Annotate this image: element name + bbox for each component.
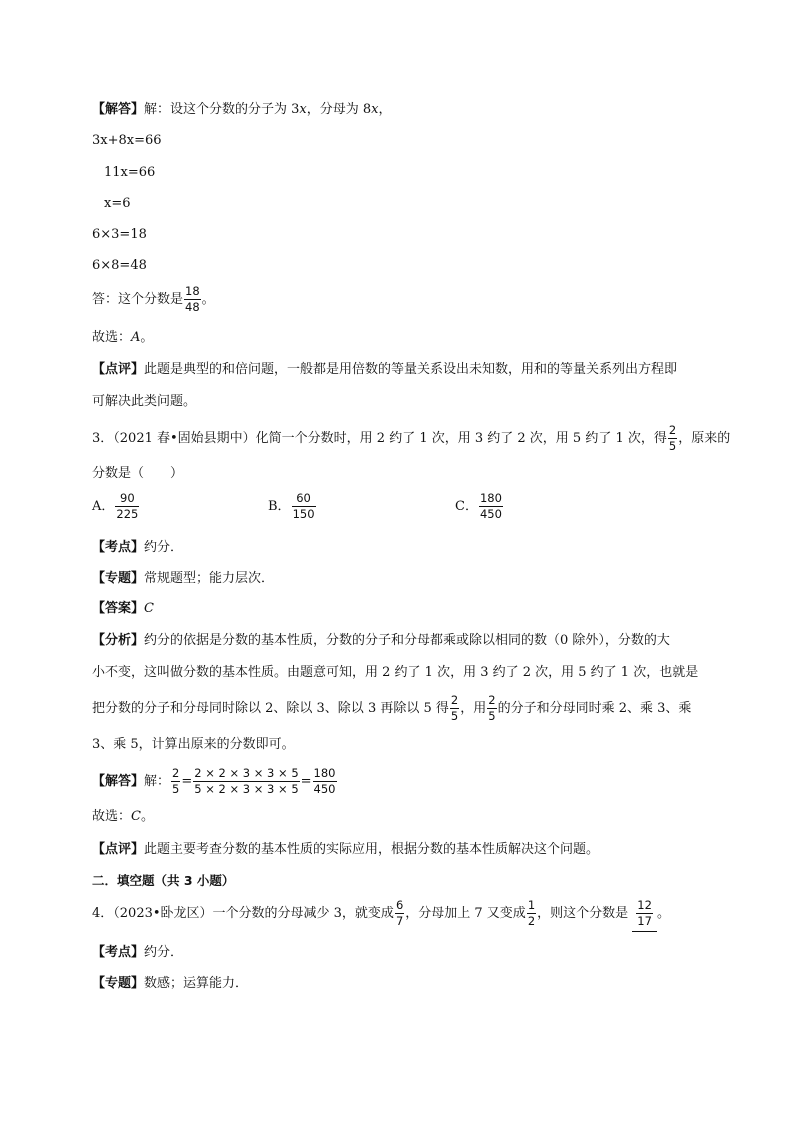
- fraction-numerator: 180: [313, 766, 336, 780]
- equation-line: [92, 258, 147, 274]
- fenxi-fraction: [450, 694, 459, 723]
- fraction-denominator: 5 × 2 × 3 × 3 × 5: [194, 782, 299, 796]
- fraction-numerator: 180: [479, 491, 502, 505]
- kaodian-text: 约分．: [144, 540, 184, 555]
- fraction-numerator: 2: [450, 693, 459, 707]
- comment-text: 此题是典型的和倍问题，一般都是用倍数的等量关系设出未知数，用和的等量关系列出方程即: [144, 362, 678, 377]
- zhuanti-tag: 【专题】: [92, 976, 145, 991]
- fraction-denominator: 48: [185, 300, 200, 314]
- option-label: C．: [455, 499, 478, 514]
- choose-label: 故选：: [92, 809, 132, 824]
- fraction-numerator: 12: [637, 898, 652, 912]
- question-stem-end: 。: [656, 906, 670, 921]
- equation-line: [92, 227, 147, 243]
- solution-text: 解：设这个分数的分子为 3: [144, 102, 300, 117]
- stem-fraction: [527, 899, 536, 928]
- fraction-denominator: 450: [479, 507, 502, 521]
- equation-4: 6×3=18: [92, 227, 147, 242]
- solution-text: 解：: [144, 774, 171, 789]
- fenxi-line: [92, 693, 691, 725]
- fraction-numerator: 2: [172, 766, 180, 780]
- solution-tag: 【解答】: [92, 774, 145, 789]
- fraction-denominator: 5: [668, 439, 677, 453]
- calc-right-fraction: [313, 767, 337, 796]
- zhuanti-text: 常规题型；能力层次．: [144, 571, 275, 586]
- kaodian-tag: 【考点】: [92, 945, 145, 960]
- fenxi-line: [92, 633, 670, 649]
- solution-text-mid: ，分母为 8: [306, 102, 372, 117]
- calc-line: [92, 765, 338, 799]
- fraction-denominator: 5: [488, 709, 496, 723]
- question-stem: 3．（2021 春•固始县期中）化简一个分数时，用 2 约了 1 次，用 3 约了 2 次，用 5 约了 1 次，得: [92, 431, 667, 446]
- variable-x: x: [299, 102, 307, 117]
- fraction-numerator: 6: [395, 898, 404, 912]
- fenxi-text: ，用: [460, 701, 487, 716]
- fenxi-text: 把分数的分子和分母同时除以 2、除以 3、除以 3 再除以 5 得: [92, 701, 449, 716]
- stem-fraction: [395, 899, 404, 928]
- fenxi-tag: 【分析】: [92, 633, 145, 648]
- choose-end: 。: [140, 330, 154, 345]
- comment-line: [92, 362, 677, 378]
- fraction-numerator: 90: [115, 492, 139, 507]
- option-fraction: [292, 492, 316, 521]
- zhuanti-line: [92, 571, 274, 587]
- choose-letter: C: [131, 809, 141, 824]
- kaodian-line: [92, 540, 183, 556]
- kaodian-tag: 【考点】: [92, 540, 145, 555]
- option-fraction: [479, 492, 503, 521]
- question-stem: 分数是（ ）: [92, 466, 184, 481]
- equation-2: 11x=66: [104, 165, 156, 180]
- equals-sign: =: [300, 774, 312, 789]
- answer-suffix: 。: [201, 292, 215, 307]
- option-a: [92, 492, 140, 521]
- zhuanti-text: 数感；运算能力．: [144, 976, 249, 991]
- fenxi-text: 3、乘 5，计算出原来的分数即可。: [92, 737, 295, 752]
- choose-line: [92, 330, 153, 346]
- answer-blank: [632, 897, 657, 932]
- fraction-numerator: 18: [185, 284, 200, 298]
- option-b: [268, 492, 317, 521]
- section-title: 二．填空题（共 3 小题）: [92, 873, 235, 888]
- q2-solution-line: [92, 102, 392, 118]
- kaodian-line: [92, 945, 183, 961]
- equals-sign: =: [181, 774, 193, 789]
- daan-text: C: [144, 601, 154, 616]
- fraction-denominator: 5: [450, 709, 459, 723]
- fraction-numerator: 2: [488, 693, 496, 707]
- equation-3: x=6: [104, 196, 131, 211]
- fraction-denominator: 225: [116, 507, 139, 521]
- fraction-denominator: 5: [172, 782, 180, 796]
- fenxi-line: [92, 737, 295, 753]
- fraction-denominator: 7: [395, 914, 404, 928]
- choose-label: 故选：: [92, 330, 132, 345]
- comment-tag: 【点评】: [92, 842, 145, 857]
- question-stem: 4．（2023•卧龙区）一个分数的分母减少 3，就变成: [92, 906, 394, 921]
- question-stem: ，分母加上 7 又变成: [405, 906, 526, 921]
- calc-left-fraction: [171, 767, 180, 796]
- solution-text-end: ，: [378, 102, 392, 117]
- equation-1: 3x+8x=66: [92, 133, 162, 148]
- fraction-numerator: 2: [668, 423, 677, 437]
- q3-stem-line: [92, 466, 183, 482]
- equation-line: [104, 196, 131, 212]
- calc-mid-fraction: [193, 767, 299, 796]
- fenxi-text: 的分子和分母同时乘 2、乘 3、乘: [497, 701, 692, 716]
- option-fraction: [115, 492, 139, 521]
- fraction-denominator: 2: [527, 914, 536, 928]
- equation-5: 6×8=48: [92, 258, 147, 273]
- fenxi-fraction: [487, 694, 496, 723]
- fraction-numerator: 1: [527, 898, 536, 912]
- q4-stem-line: [92, 897, 670, 932]
- comment-line: [92, 394, 196, 410]
- fraction-numerator: 60: [292, 492, 316, 507]
- option-c: [455, 492, 504, 521]
- q3-stem-line: [92, 423, 730, 455]
- fraction-denominator: 450: [313, 782, 336, 796]
- comment-text: 可解决此类问题。: [92, 394, 197, 409]
- fenxi-line: [92, 665, 698, 681]
- answer-prefix: 答：这个分数是: [92, 292, 184, 307]
- fenxi-text: 约分的依据是分数的基本性质，分数的分子和分母都乘或除以相同的数（0 除外），分数的大: [144, 633, 670, 648]
- answer-fraction: [184, 285, 201, 314]
- fraction-denominator: 17: [637, 914, 652, 928]
- answer-fraction: [636, 899, 653, 928]
- comment-tag: 【点评】: [92, 362, 145, 377]
- fenxi-text: 小不变，这叫做分数的基本性质。由题意可知，用 2 约了 1 次，用 3 约了 2 次，用 5 约了 1 次，也就是: [92, 665, 699, 680]
- daan-line: [92, 601, 154, 617]
- option-label: B．: [268, 499, 291, 514]
- fraction-denominator: 150: [292, 507, 315, 521]
- daan-tag: 【答案】: [92, 601, 145, 616]
- stem-fraction: [668, 424, 677, 453]
- equation-line: [104, 165, 155, 181]
- question-stem-end: ，原来的: [678, 431, 731, 446]
- option-label: A．: [92, 499, 115, 514]
- variable-x: x: [371, 102, 379, 117]
- fraction-numerator: 2 × 2 × 3 × 3 × 5: [194, 766, 299, 780]
- zhuanti-line: [92, 976, 248, 992]
- choose-line: [92, 809, 154, 825]
- choose-letter: A: [131, 330, 141, 345]
- zhuanti-tag: 【专题】: [92, 571, 145, 586]
- equation-line: [92, 133, 162, 149]
- comment-line: [92, 842, 599, 858]
- choose-end: 。: [140, 809, 154, 824]
- question-stem: ，则这个分数是: [537, 906, 629, 921]
- answer-line: [92, 284, 215, 316]
- solution-tag: 【解答】: [92, 102, 145, 117]
- kaodian-text: 约分．: [144, 945, 184, 960]
- comment-text: 此题主要考查分数的基本性质的实际应用，根据分数的基本性质解决这个问题。: [144, 842, 600, 857]
